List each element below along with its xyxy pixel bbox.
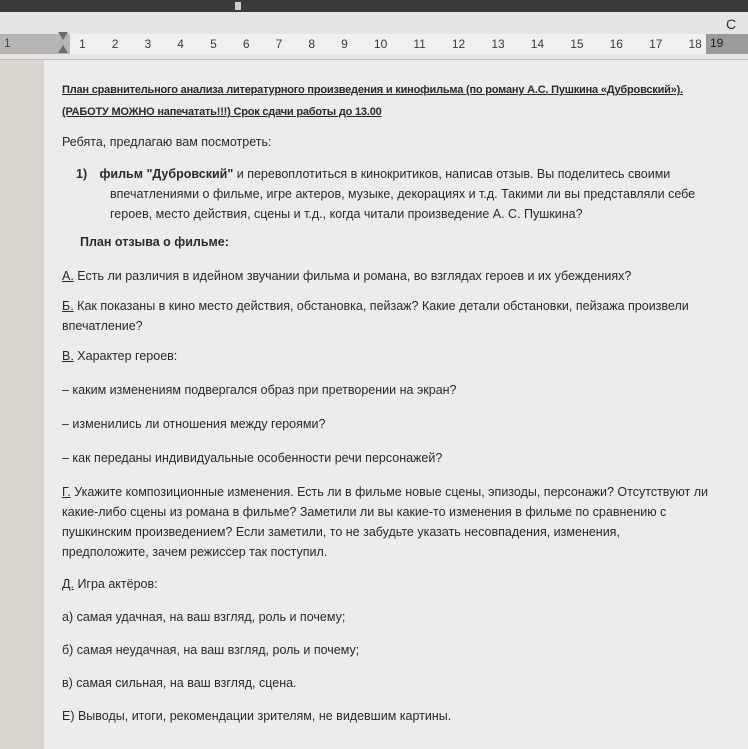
item1-line3: героев, место действия, сцены и т.д., когда читали произведение А. С. Пушкина? [110, 207, 583, 221]
ruler-tick: 14 [530, 37, 545, 51]
section-g-label: Г. [62, 485, 71, 499]
section-g [62, 482, 734, 502]
list-item-1 [76, 164, 734, 224]
section-b-line2: впечатление? [62, 319, 143, 333]
ruler-tick: 8 [308, 37, 316, 51]
ruler-tick: 15 [570, 37, 584, 51]
section-g-line4: предположите, зачем режиссер так поступил. [62, 545, 328, 559]
item1-line2: впечатлениями о фильме, игре актеров, музыке, декорациях и т.д. Такими ли вы представляли себе [110, 187, 696, 201]
ruler-tick: 2 [111, 37, 119, 51]
window-top-bar [0, 0, 748, 12]
ruler-tick: 3 [144, 37, 152, 51]
ruler-left-number: 1 [4, 36, 11, 50]
section-b-label: Б. [62, 299, 74, 313]
section-a-label: А. [62, 269, 74, 283]
document-page[interactable] [44, 60, 748, 749]
ruler-tick: 11 [413, 37, 426, 51]
ruler-tick: 1 [79, 37, 86, 51]
ruler-tick: 13 [491, 37, 505, 51]
section-b-text: Как показаны в кино место действия, обстановка, пейзаж? Какие детали обстановки, пейзажа произвели [77, 299, 689, 313]
hanging-indent-marker[interactable] [58, 45, 68, 53]
section-e: Е) Выводы, итоги, рекомендации зрителям, не видевшим картины. [62, 709, 452, 723]
section-d-text: Игра актёров: [77, 577, 158, 591]
section-v-text: Характер героев: [77, 349, 178, 363]
section-v-dash-1: – каким изменениям подвергался образ при претворении на экран? [62, 383, 457, 397]
section-b [62, 296, 734, 316]
first-line-indent-marker[interactable] [58, 32, 68, 40]
ruler-tick: 7 [275, 37, 283, 51]
ruler-ticks [78, 35, 703, 53]
section-g-line2: какие-либо сцены из романа в фильме? Заметили ли вы какие-то изменения в фильме по сравнению с [62, 505, 667, 519]
ruler-tick: 4 [177, 37, 184, 51]
ruler-tick: 12 [451, 37, 466, 51]
top-bar-marker [235, 2, 241, 10]
section-v-label: В. [62, 349, 74, 363]
ruler-tick: 17 [649, 37, 663, 51]
document-subtitle: (РАБОТУ МОЖНО напечатать!!!) Срок сдачи работы до 13.00 [62, 106, 382, 118]
document-title: План сравнительного анализа литературного произведения и кинофильма (по роману А.С. Пушкина «Дубровский»). [62, 84, 683, 96]
horizontal-ruler[interactable] [0, 12, 748, 60]
ruler-tick: 5 [210, 37, 217, 51]
section-a [62, 266, 734, 286]
section-d-v: в) самая сильная, на ваш взгляд, сцена. [62, 676, 297, 690]
ruler-tick: 10 [373, 37, 388, 51]
item1-text: и перевоплотиться в кинокритиков, написав отзыв. Вы поделитесь своими [236, 167, 671, 181]
list-number: 1) [76, 167, 88, 181]
section-d-a: а) самая удачная, на ваш взгляд, роль и почему; [62, 610, 346, 624]
ruler-tick: 9 [341, 37, 348, 51]
ruler-right-number: 19 [710, 36, 724, 50]
ruler-tick: 16 [609, 37, 623, 51]
section-d-b: б) самая неудачная, на ваш взгляд, роль и почему; [62, 643, 360, 657]
plan-heading: План отзыва о фильме: [80, 235, 229, 249]
section-g-text: Укажите композиционные изменения. Есть ли в фильме новые сцены, эпизоды, персонажи? Отсутствуют ли [74, 485, 708, 499]
ruler-corner-letter: C [726, 16, 737, 32]
section-v-dash-3: – как переданы индивидуальные особенности речи персонажей? [62, 451, 443, 465]
document-body[interactable] [62, 80, 734, 726]
section-v [62, 346, 734, 366]
section-d [62, 574, 734, 594]
section-d-label: Д. [62, 577, 74, 591]
ruler-tick: 6 [242, 37, 250, 51]
section-a-text: Есть ли различия в идейном звучании фильма и романа, во взглядах героев и их убеждениях? [77, 269, 632, 283]
section-v-dash-2: – изменились ли отношения между героями? [62, 417, 326, 431]
film-name: фильм "Дубровский" [99, 167, 234, 181]
ruler-tick: 18 [688, 37, 702, 51]
intro-text: Ребята, предлагаю вам посмотреть: [62, 135, 272, 149]
section-g-line3: пушкинским произведением? Если заметили, то не забудьте указать несовпадения, изменения, [62, 525, 620, 539]
